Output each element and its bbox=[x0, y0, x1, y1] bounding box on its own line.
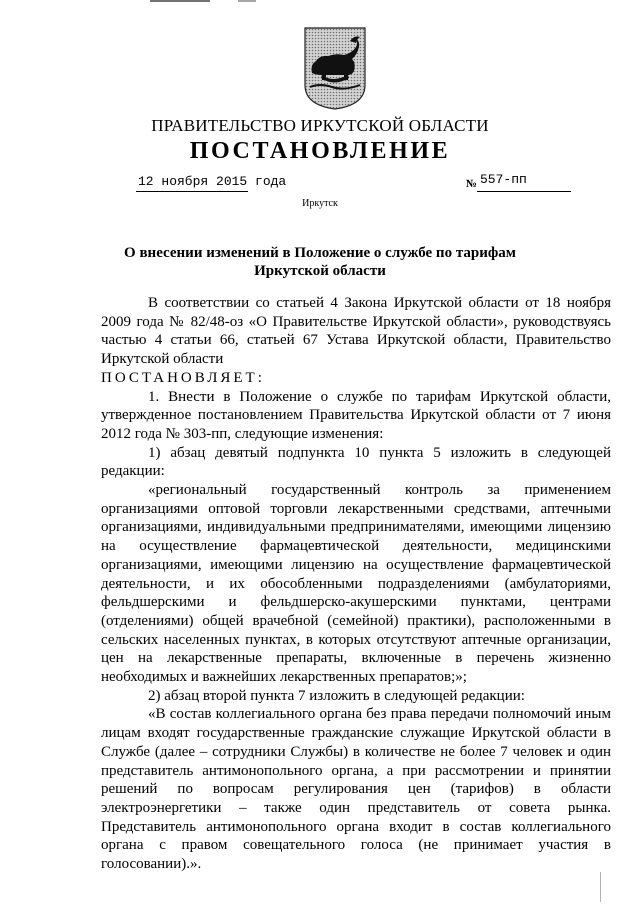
scan-artifact bbox=[600, 872, 601, 902]
paragraph-item-1: 1. Внести в Положение о службе по тарифам Иркутской области, утвержденное постановлением Правительства Иркутской области от 7 июня 2012 года № 303-пп, следующие изменения: bbox=[101, 388, 611, 442]
paragraph-subitem-2: 2) абзац второй пункта 7 изложить в следующей редакции: bbox=[148, 687, 525, 704]
scan-artifact bbox=[150, 0, 210, 2]
paragraph-preamble: В соответствии со статьей 4 Закона Иркутской области от 18 ноября 2009 года № 82/48-оз «О Правительстве Иркутской области», руководствуясь частью 4 статьи 66, статьей 67 Устава Иркутской области, Правительство Иркутской области bbox=[101, 295, 611, 368]
number-underline bbox=[477, 191, 571, 192]
scan-artifact bbox=[238, 0, 256, 2]
title-line: Иркутской области bbox=[254, 263, 386, 279]
title-line: О внесении изменений в Положение о службе по тарифам bbox=[124, 245, 516, 261]
document-type: ПОСТАНОВЛЕНИЕ bbox=[189, 138, 451, 164]
city: Иркутск bbox=[302, 198, 338, 209]
document-body bbox=[101, 294, 611, 874]
paragraph-subitem-1: 1) абзац девятый подпункта 10 пункта 5 изложить в следующей редакции: bbox=[101, 444, 611, 480]
document-title bbox=[110, 244, 530, 280]
document-number: 557-пп bbox=[480, 172, 527, 187]
number-label: № bbox=[466, 178, 478, 190]
resolve-heading: ПОСТАНОВЛЯЕТ: bbox=[101, 369, 265, 386]
paragraph-quote-2: «В состав коллегиального органа без права передачи полномочий иным лицам входят государственные гражданские служащие Иркутской области в Службе (далее – сотрудники Службы) в количестве не более 7 человек и один представитель антимонопольного органа, а при рассмотрении и принятии решений по вопросам регулирования цен (тарифов) в области электроэнергетики – также один представитель от совета рынка. Представитель антимонопольного органа входит в состав коллегиального органа с правом совещательного голоса (не принимает участия в голосовании).». bbox=[101, 706, 611, 873]
irkutsk-coat-of-arms-icon bbox=[302, 25, 368, 111]
document-date: 12 ноября 2015 года bbox=[138, 174, 287, 189]
date-underline bbox=[136, 191, 248, 192]
government-name: ПРАВИТЕЛЬСТВО ИРКУТСКОЙ ОБЛАСТИ bbox=[151, 116, 489, 135]
paragraph-quote-1: «региональный государственный контроль за применением организациями оптовой торговли лекарственными средствами, аптечными организациями, индивидуальными предпринимателями, имеющими лицензию на осуществление фармацевтической деятельности, медицинскими организациями, имеющими лицензию на осуществление фармацевтической деятельности, и их обособленными подразделениями (амбулаториями, фельдшерскими и фельдшерско-акушерскими пунктами, центрами (отделениями) общей врачебной (семейной) практики), расположенными в сельских населенных пунктах, в которых отсутствуют аптечные организации, цен на лекарственные препараты, включенные в перечень жизненно необходимых и важнейших лекарственных препаратов;»; bbox=[101, 482, 611, 686]
